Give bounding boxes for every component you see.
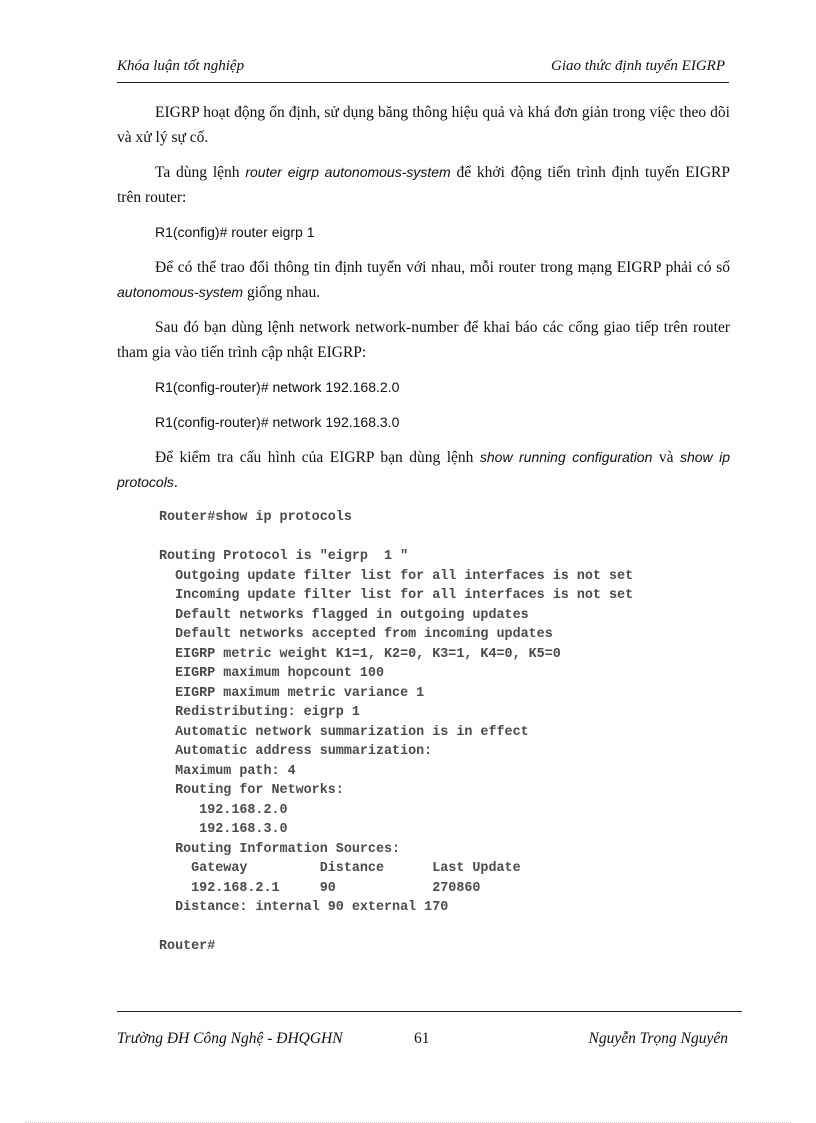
command-line-2: R1(config-router)# network 192.168.2.0 [155, 379, 400, 395]
terminal-line: Routing Protocol is "eigrp 1 " [159, 549, 409, 564]
terminal-line: EIGRP maximum metric variance 1 [159, 685, 425, 701]
terminal-line: Automatic network summarization is in effect [159, 724, 529, 740]
italic-command: router eigrp autonomous-system [245, 164, 451, 180]
terminal-line: Router# [159, 939, 216, 954]
paragraph-verify [117, 445, 730, 495]
text: Để kiểm tra cấu hình của EIGRP bạn dùng lệnh [155, 449, 480, 466]
command-line-1: R1(config)# router eigrp 1 [155, 224, 315, 240]
terminal-line: Incoming update filter list for all interfaces is not set [159, 588, 634, 603]
paragraph-autonomous-system [117, 255, 730, 305]
paragraph-router-eigrp [117, 160, 730, 210]
text: và [652, 449, 680, 466]
terminal-line: 192.168.2.1 90 270860 [159, 880, 481, 896]
paragraph-intro: EIGRP hoạt động ổn định, sử dụng băng thông hiệu quả và khá đơn giản trong việc theo dõi và xử lý sự cố. [117, 104, 730, 146]
terminal-line: Redistributing: eigrp 1 [159, 705, 360, 720]
terminal-line: Router#show ip protocols [159, 510, 352, 525]
terminal-output [159, 508, 633, 957]
paragraph-network: Sau đó bạn dùng lệnh network network-number để khai báo các cổng giao tiếp trên router tham gia vào tiến trình cập nhật EIGRP: [117, 319, 730, 361]
italic-command: show running configuration [479, 449, 653, 465]
footer-right-text: Nguyễn Trọng Nguyên [588, 1030, 728, 1047]
terminal-line: 192.168.2.0 [159, 802, 288, 818]
page-header [117, 58, 729, 80]
command-line-3: R1(config-router)# network 192.168.3.0 [155, 414, 400, 430]
text: để khởi động tiến trình định tuyến EIGRP trên router: [117, 164, 730, 206]
text: Để có thể trao đổi thông tin định tuyến với nhau, mỗi router trong mạng EIGRP phải có số [155, 259, 730, 276]
text: Ta dùng lệnh [155, 164, 246, 181]
italic-command: show ip protocols [117, 449, 731, 490]
header-rule [117, 82, 729, 83]
terminal-line: EIGRP maximum hopcount 100 [159, 666, 384, 681]
terminal-line: 192.168.3.0 [159, 822, 288, 837]
footer-left-text: Trường ĐH Công Nghệ - ĐHQGHN [117, 1030, 343, 1047]
terminal-line: Outgoing update filter list for all interfaces is not set [159, 568, 634, 584]
page-number: 61 [414, 1030, 430, 1047]
terminal-line: EIGRP metric weight K1=1, K2=0, K3=1, K4=0, K5=0 [159, 646, 561, 662]
text: giống nhau. [243, 284, 321, 301]
terminal-line: Routing Information Sources: [159, 841, 401, 857]
text: . [173, 474, 178, 491]
terminal-line: Distance: internal 90 external 170 [159, 900, 449, 915]
footer-rule [117, 1011, 742, 1012]
terminal-line: Automatic address summarization: [159, 744, 433, 759]
terminal-line: Default networks accepted from incoming updates [159, 627, 553, 642]
terminal-line: Routing for Networks: [159, 783, 344, 798]
terminal-line: Gateway Distance Last Update [159, 861, 521, 876]
header-left-text: Khóa luận tốt nghiệp [117, 58, 245, 74]
body-text [117, 100, 730, 505]
header-right-text: Giao thức định tuyến EIGRP [551, 58, 725, 74]
italic-term: autonomous-system [117, 284, 244, 300]
terminal-line: Default networks flagged in outgoing updates [159, 607, 529, 623]
terminal-line: Maximum path: 4 [159, 763, 296, 779]
